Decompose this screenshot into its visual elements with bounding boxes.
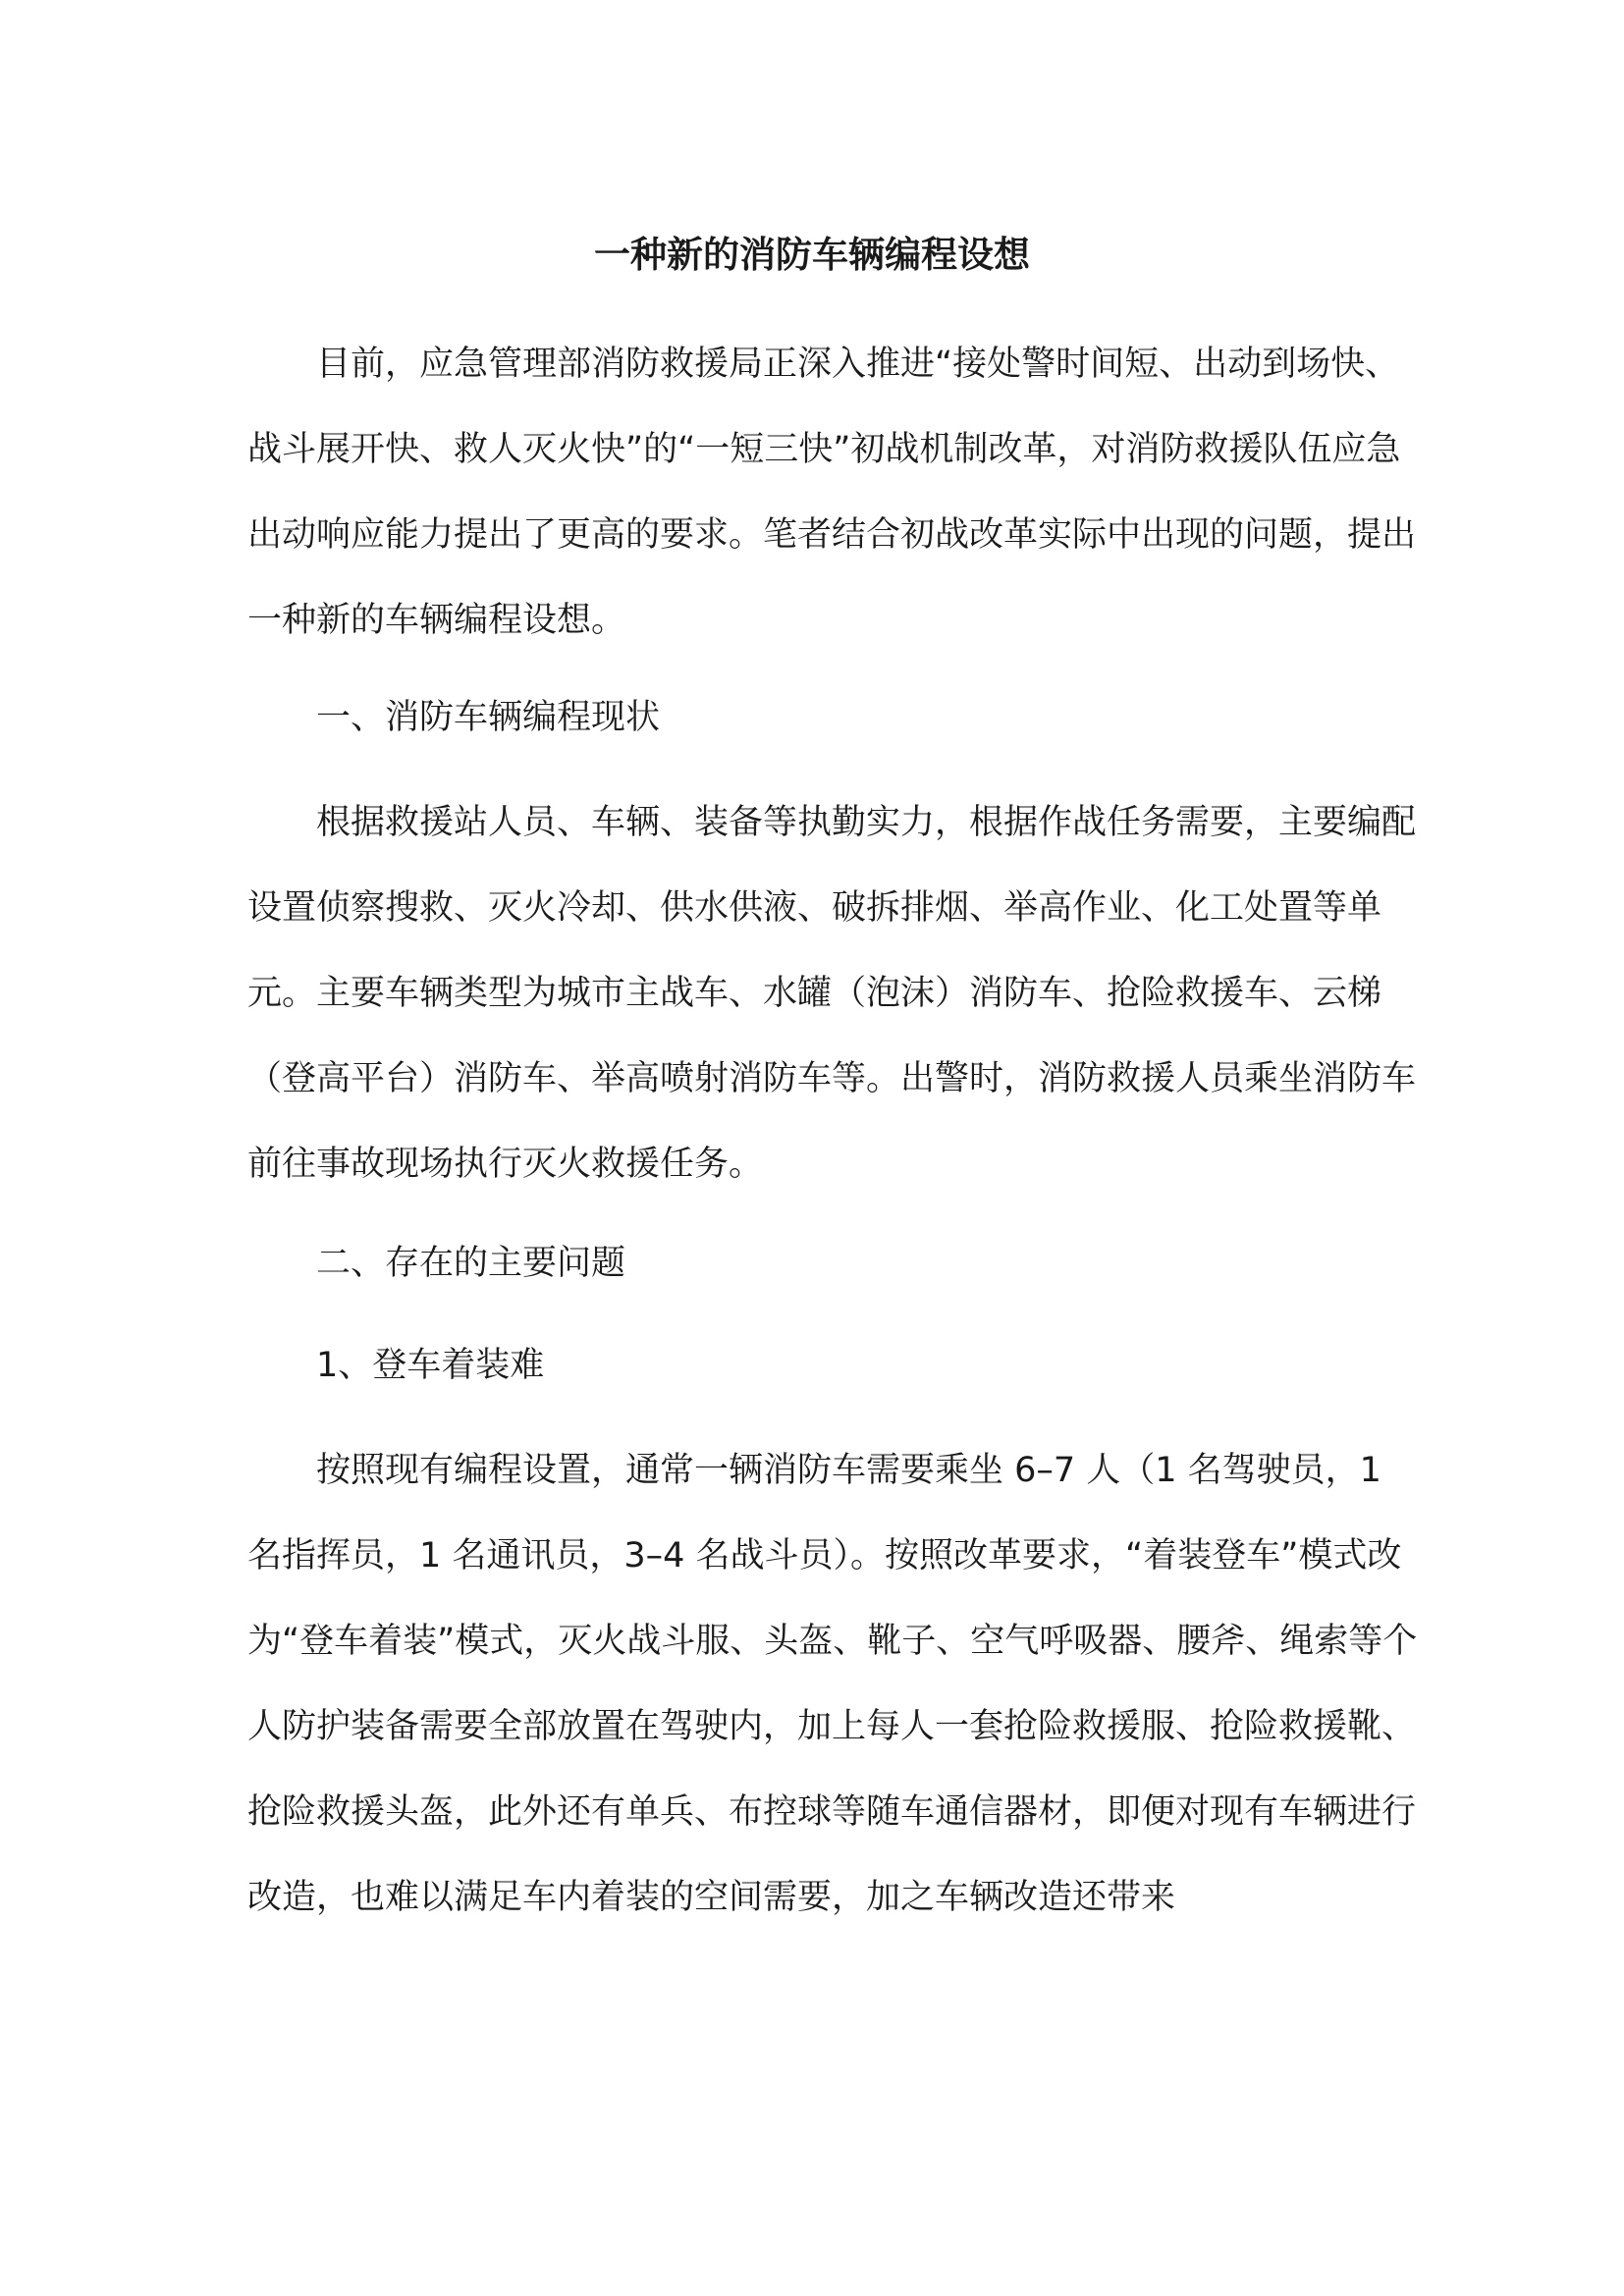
section-heading-problems: 二、存在的主要问题 — [316, 1244, 626, 1283]
subsection-heading-boarding: 1、登车着装难 — [316, 1346, 545, 1385]
document-title: 一种新的消防车辆编程设想 — [594, 234, 1030, 276]
intro-paragraph: 目前，应急管理部消防救援局正深入推进“接处警时间短、出动到场快、战斗展开快、救人灭火快”的“一短三快”初战机制改革，对消防救援队伍应急出动响应能力提出了更高的要求。笔者结合初战改革实际中出现的问题，提出一种新的车辆编程设想。 — [247, 345, 1417, 640]
section-body-status: 根据救援站人员、车辆、装备等执勤实力，根据作战任务需要，主要编配设置侦察搜救、灭火冷却、供水供液、破拆排烟、举高作业、化工处置等单元。主要车辆类型为城市主战车、水罐（泡沫）消防车、抢险救援车、云梯（登高平台）消防车、举高喷射消防车等。出警时，消防救援人员乘坐消防车前往事故现场执行灭火救援任务。 — [247, 803, 1417, 1184]
section-heading-status: 一、消防车辆编程现状 — [316, 698, 661, 737]
subsection-body-boarding: 按照现有编程设置，通常一辆消防车需要乘坐 6–7 人（1 名驾驶员，1 名指挥员，1 名通讯员，3–4 名战斗员）。按照改革要求，“着装登车”模式改为“登车着装”模式，灭火战斗服、头盔、靴子、空气呼吸器、腰斧、绳索等个人防护装备需要全部放置在驾驶内，加上每人一套抢险救援服、抢险救援靴、抢险救援头盔，此外还有单兵、布控球等随车通信器材，即便对现有车辆进行改造，也难以满足车内着装的空间需要，加之车辆改造还带来 — [247, 1451, 1418, 1917]
